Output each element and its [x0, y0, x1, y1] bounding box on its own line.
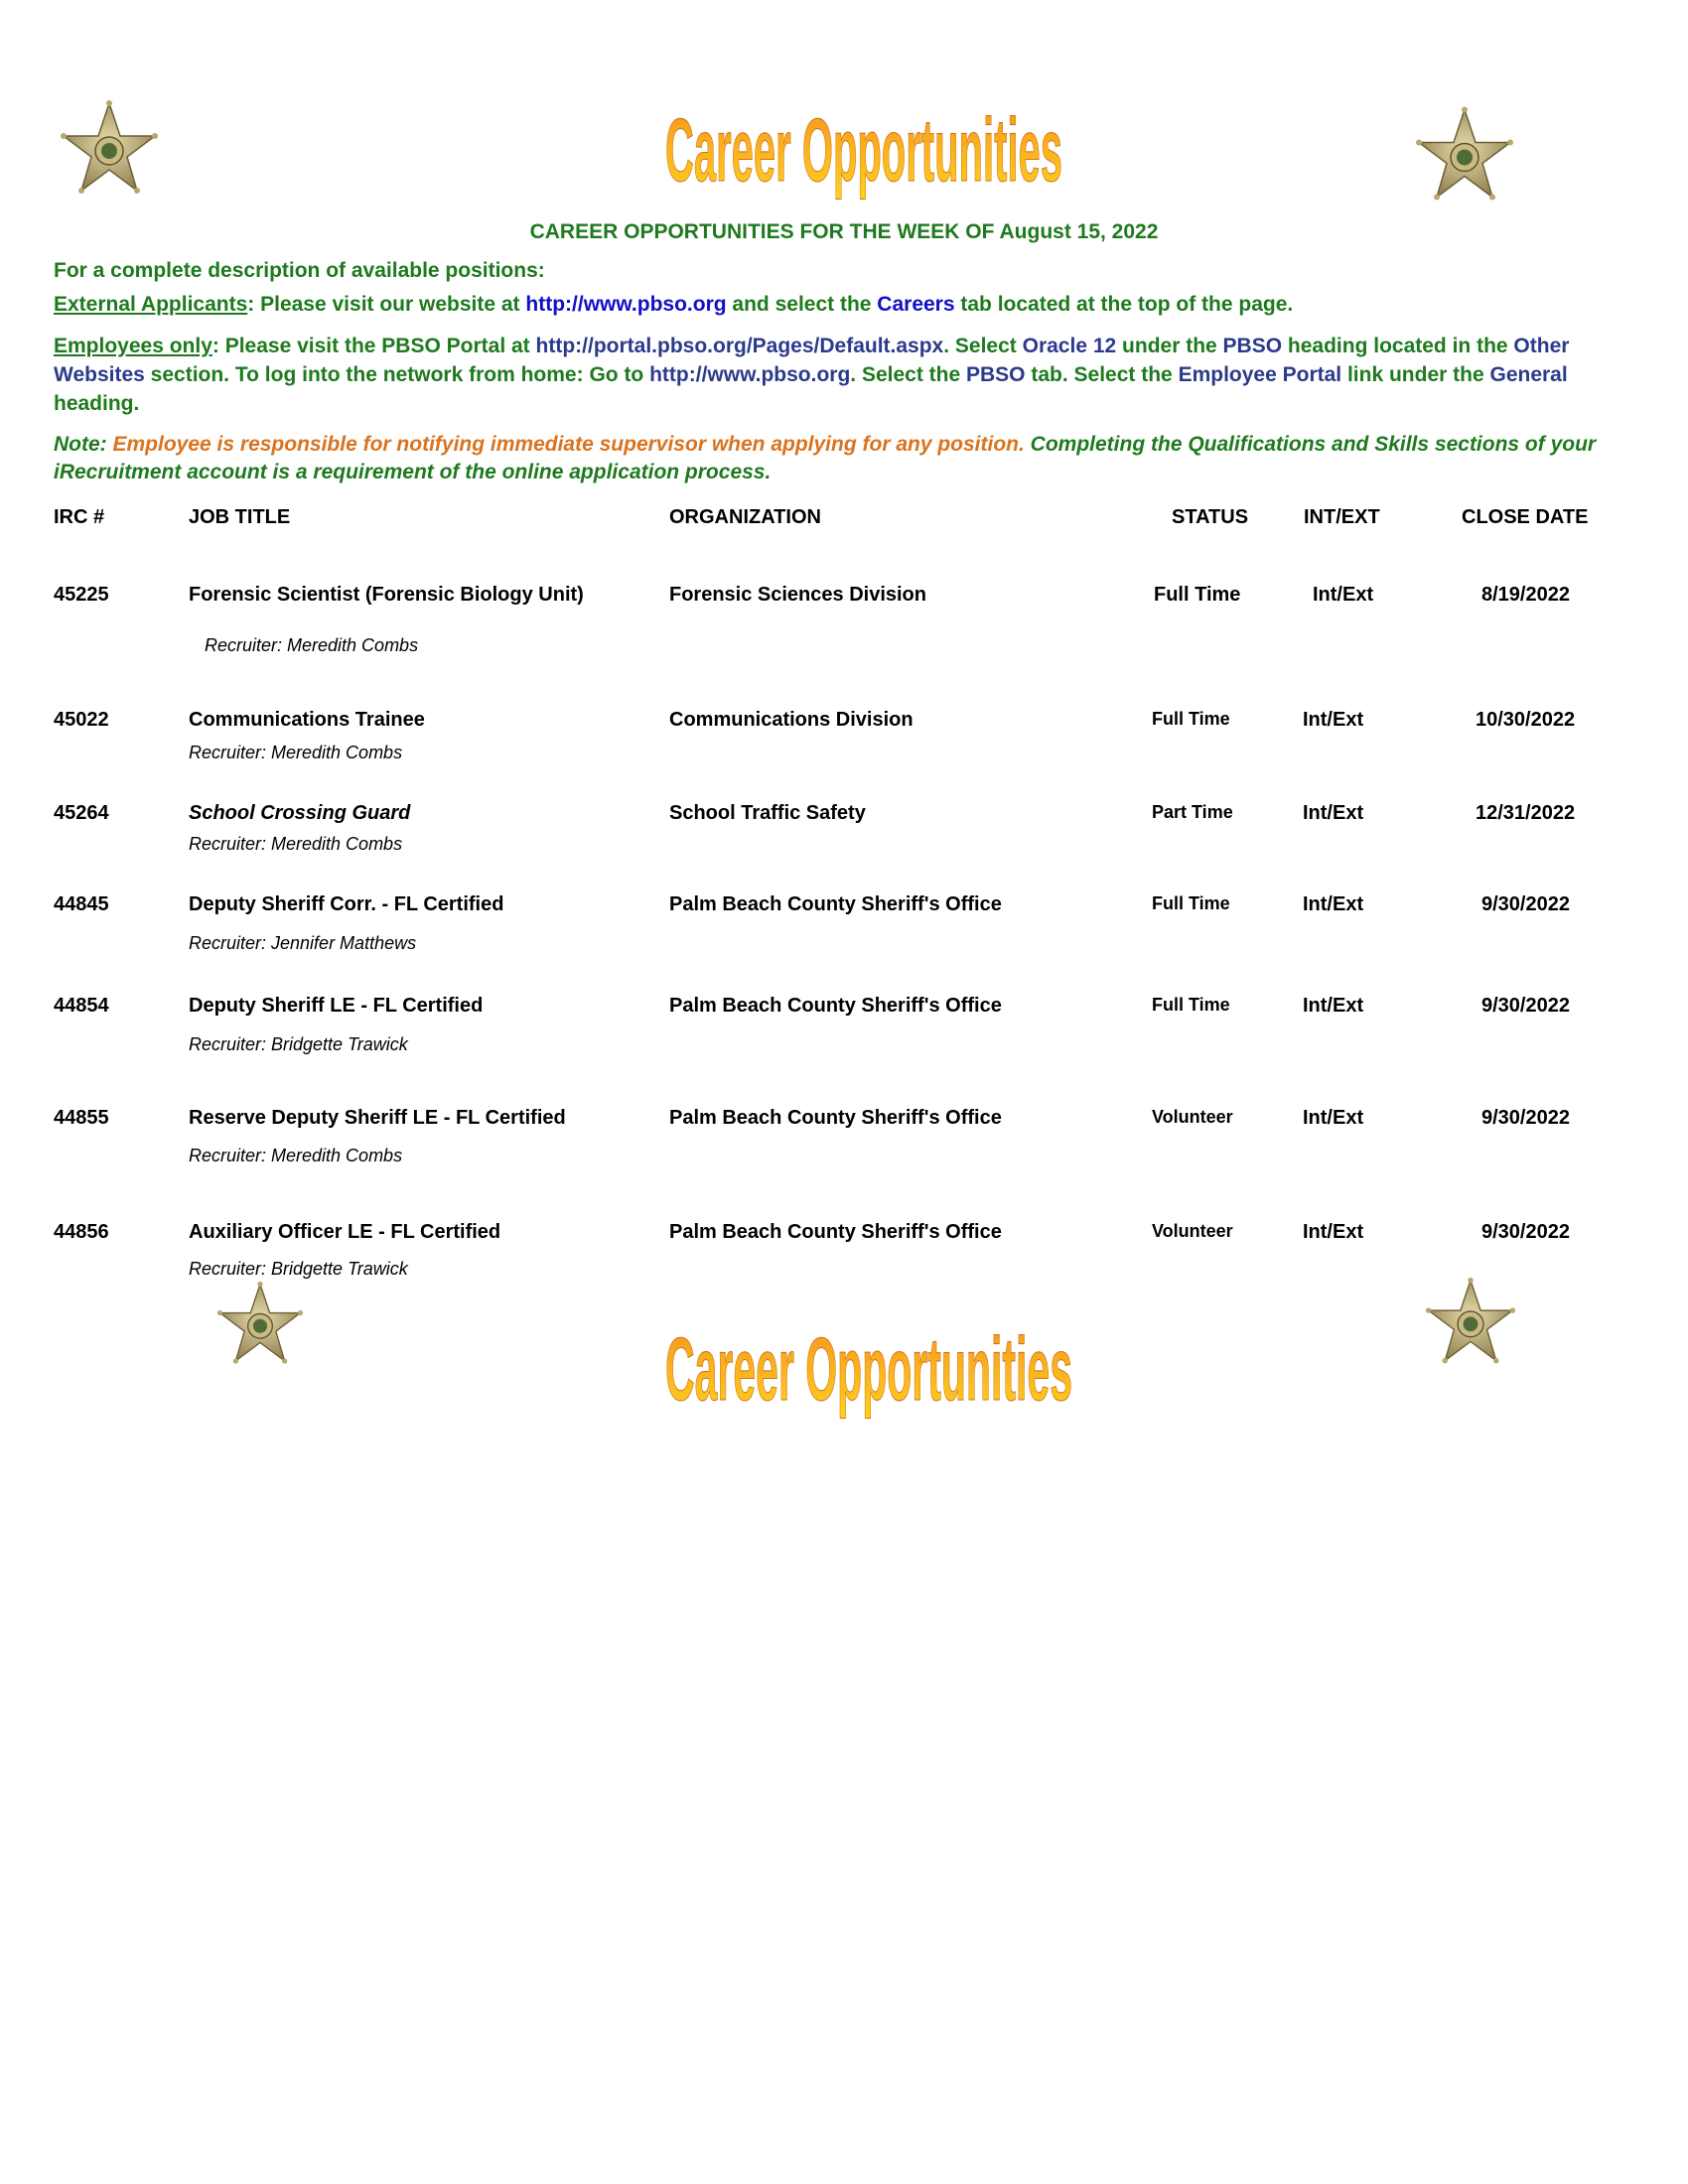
job-irc: 44856: [54, 1221, 109, 1243]
job-recruiter: Recruiter: Meredith Combs: [189, 1146, 403, 1165]
text-span: tab located at the top of the page.: [954, 293, 1294, 316]
home-url-link[interactable]: http://www.pbso.org: [649, 363, 851, 386]
job-organization: Palm Beach County Sheriff's Office: [669, 1221, 1002, 1243]
header-close-date: CLOSE DATE: [1462, 506, 1589, 528]
job-close-date: 9/30/2022: [1481, 995, 1570, 1017]
job-int-ext: Int/Ext: [1303, 1107, 1364, 1129]
note-orange-text: Employee is responsible for notifying immediate supervisor when applying for any position.: [106, 433, 1025, 456]
text-span: heading.: [54, 392, 140, 415]
text-span: and select the: [726, 293, 878, 316]
header-status: STATUS: [1172, 506, 1249, 528]
text-span: tab. Select the: [1025, 363, 1179, 386]
job-organization: Palm Beach County Sheriff's Office: [669, 1107, 1002, 1129]
job-int-ext: Int/Ext: [1303, 893, 1364, 915]
general-text: General: [1489, 363, 1568, 386]
note-green-text: Completing the Qualifications and Skills sections of your iRecruitment account is a requirement of the online application process.: [54, 433, 1597, 483]
job-int-ext: Int/Ext: [1303, 802, 1364, 824]
pbso-tab-text: PBSO: [966, 363, 1026, 386]
job-irc: 44855: [54, 1107, 109, 1129]
job-status: Full Time: [1152, 995, 1230, 1015]
job-title: Reserve Deputy Sheriff LE - FL Certified: [189, 1107, 566, 1129]
sheriff-star-icon: [60, 99, 159, 199]
job-organization: Communications Division: [669, 709, 914, 731]
job-status: Volunteer: [1152, 1107, 1233, 1127]
oracle-link: Oracle 12: [1022, 335, 1117, 357]
pbso-website-link[interactable]: http://www.pbso.org: [525, 293, 727, 316]
job-title: Communications Trainee: [189, 709, 425, 731]
job-title: School Crossing Guard: [189, 802, 411, 824]
job-organization: School Traffic Safety: [669, 802, 866, 824]
careers-link[interactable]: Careers: [877, 293, 955, 316]
job-recruiter: Recruiter: Bridgette Trawick: [189, 1259, 408, 1279]
job-status: Part Time: [1152, 802, 1233, 822]
job-title: Auxiliary Officer LE - FL Certified: [189, 1221, 501, 1243]
other-websites-text: Other Websites: [54, 335, 1570, 386]
text-span: link under the: [1341, 363, 1490, 386]
header-organization: ORGANIZATION: [669, 506, 821, 528]
text-span: . Select: [943, 335, 1023, 357]
job-close-date: 10/30/2022: [1476, 709, 1576, 731]
note-label: Note:: [54, 433, 107, 456]
job-organization: Palm Beach County Sheriff's Office: [669, 893, 1002, 915]
header-int-ext: INT/EXT: [1304, 506, 1380, 528]
job-close-date: 8/19/2022: [1481, 584, 1570, 606]
sheriff-star-icon: [216, 1281, 304, 1368]
header-job-title: JOB TITLE: [189, 506, 291, 528]
job-close-date: 9/30/2022: [1481, 893, 1570, 915]
external-applicants-label: External Applicants: [54, 293, 248, 316]
intro-text: For a complete description of available positions:: [54, 259, 545, 282]
job-irc: 45225: [54, 584, 109, 606]
text-span: under the: [1116, 335, 1223, 357]
svg-text:Career Opportunities: Career Opportunities: [665, 101, 1062, 201]
pbso-text: PBSO: [1222, 335, 1283, 357]
text-span: section. To log into the network from home: Go to: [144, 363, 650, 386]
job-recruiter: Recruiter: Meredith Combs: [189, 834, 403, 854]
job-organization: Palm Beach County Sheriff's Office: [669, 995, 1002, 1017]
job-int-ext: Int/Ext: [1303, 995, 1364, 1017]
sheriff-star-icon: [1415, 103, 1514, 207]
job-irc: 45264: [54, 802, 109, 824]
job-int-ext: Int/Ext: [1303, 709, 1364, 731]
job-title: Deputy Sheriff LE - FL Certified: [189, 995, 484, 1017]
portal-url-link[interactable]: http://portal.pbso.org/Pages/Default.aspx: [535, 335, 944, 357]
job-status: Full Time: [1154, 584, 1241, 606]
employee-portal-text: Employee Portal: [1178, 363, 1342, 386]
job-recruiter: Recruiter: Meredith Combs: [189, 743, 403, 762]
job-close-date: 9/30/2022: [1481, 1221, 1570, 1243]
sheriff-star-icon: [1425, 1277, 1516, 1368]
job-status: Full Time: [1152, 709, 1230, 729]
job-close-date: 12/31/2022: [1476, 802, 1576, 824]
note-paragraph: [54, 431, 1642, 486]
text-span: heading located in the: [1282, 335, 1514, 357]
career-opportunities-banner-footer: [655, 1306, 1251, 1420]
job-title: Forensic Scientist (Forensic Biology Unit): [189, 584, 584, 606]
header-irc: IRC #: [54, 506, 105, 528]
job-irc: 44845: [54, 893, 109, 915]
svg-text:Career Opportunities: Career Opportunities: [665, 1320, 1072, 1420]
job-int-ext: Int/Ext: [1313, 584, 1374, 606]
employees-only-label: Employees only: [54, 335, 212, 357]
text-span: : Please visit our website at: [247, 293, 526, 316]
employees-only-paragraph: [54, 332, 1642, 418]
week-title: CAREER OPPORTUNITIES FOR THE WEEK OF August 15, 2022: [529, 220, 1159, 243]
job-title: Deputy Sheriff Corr. - FL Certified: [189, 893, 504, 915]
job-recruiter: Recruiter: Meredith Combs: [205, 635, 419, 655]
job-close-date: 9/30/2022: [1481, 1107, 1570, 1129]
job-recruiter: Recruiter: Bridgette Trawick: [189, 1034, 408, 1054]
job-organization: Forensic Sciences Division: [669, 584, 926, 606]
job-status: Volunteer: [1152, 1221, 1233, 1241]
text-span: . Select the: [850, 363, 966, 386]
job-irc: 44854: [54, 995, 109, 1017]
text-span: : Please visit the PBSO Portal at: [211, 335, 536, 357]
external-applicants-paragraph: [54, 290, 1642, 319]
job-status: Full Time: [1152, 893, 1230, 913]
career-opportunities-banner: [655, 87, 1251, 201]
job-int-ext: Int/Ext: [1303, 1221, 1364, 1243]
job-irc: 45022: [54, 709, 109, 731]
job-recruiter: Recruiter: Jennifer Matthews: [189, 933, 417, 953]
